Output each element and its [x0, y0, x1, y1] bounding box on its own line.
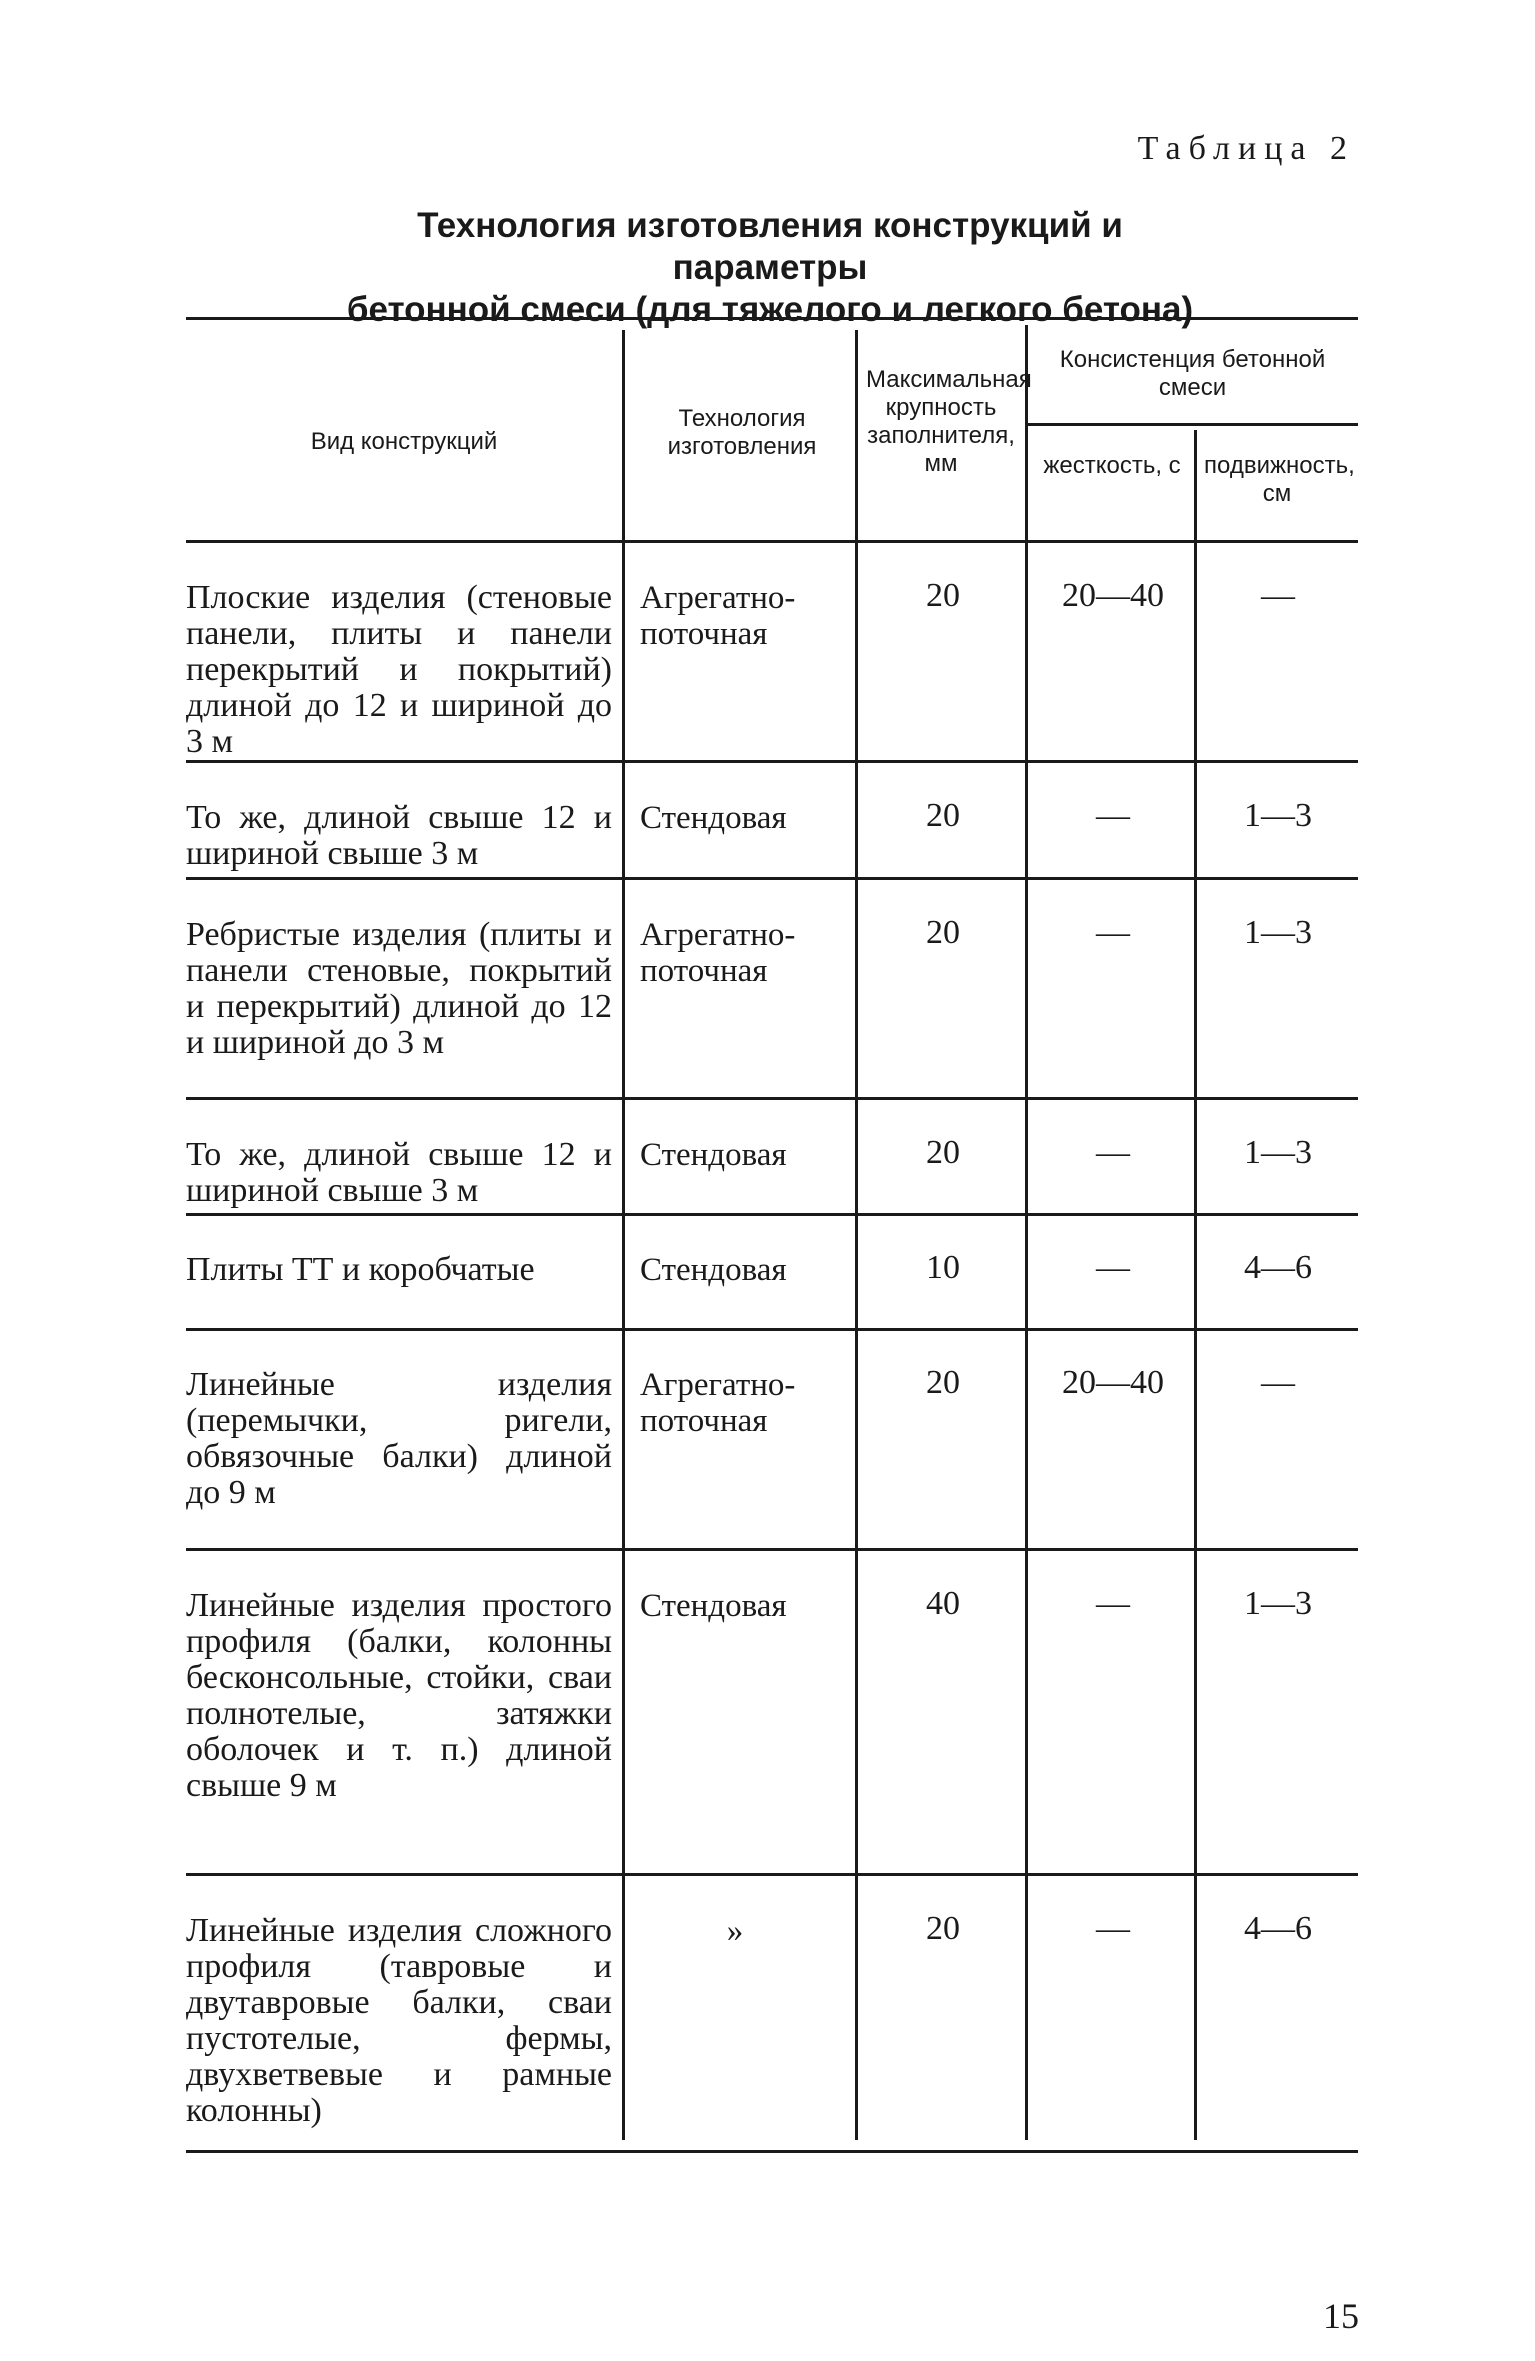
row-2-aggregate: 20: [926, 797, 960, 834]
row-6-aggregate: 20: [926, 1364, 960, 1401]
row-5-construction: Плиты ТТ и коробчатые: [186, 1251, 535, 1288]
row-2-construction: То же, длиной свыше 12 и шириной свыше 3 м: [186, 799, 612, 872]
row-6-stiffness: 20—40: [1062, 1364, 1164, 1401]
row-7-technology: Стендовая: [640, 1588, 787, 1624]
row-3-mobility: 1—3: [1244, 914, 1312, 951]
row-8-mobility: 4—6: [1244, 1910, 1312, 1947]
row-divider: [186, 1873, 1358, 1876]
row-3-technology: Агрегатно-поточная: [640, 917, 796, 989]
row-3-construction: Ребристые изделия (плиты и панели стеновые, покрытий и перекрытий) длиной до 12 и шириной до 3 м: [186, 916, 612, 1061]
consistency-subheader-rule: [1028, 423, 1358, 426]
row-1-technology: Агрегатно-поточная: [640, 580, 796, 652]
row-1-stiffness: 20—40: [1062, 577, 1164, 614]
row-7-stiffness: —: [1096, 1585, 1130, 1622]
row-2-technology: Стендовая: [640, 800, 787, 836]
row-4-technology: Стендовая: [640, 1137, 787, 1173]
header-bottom-rule: [186, 540, 1358, 543]
row-1-aggregate: 20: [926, 577, 960, 614]
row-divider: [186, 760, 1358, 763]
row-divider: [186, 1213, 1358, 1216]
row-6-construction: Линейные изделия (перемычки, ригели, обвязочные балки) длиной до 9 м: [186, 1366, 612, 1511]
row-7-mobility: 1—3: [1244, 1585, 1312, 1622]
row-divider: [186, 1328, 1358, 1331]
row-divider: [186, 1548, 1358, 1551]
row-divider: [186, 877, 1358, 880]
table-label: Таблица 2: [1137, 130, 1355, 167]
table-title: [330, 205, 1210, 331]
row-3-aggregate: 20: [926, 914, 960, 951]
header-mobility: подвижность, см: [1204, 452, 1355, 507]
header-max-aggregate: Максимальная крупность заполнителя, мм: [866, 366, 1032, 477]
row-5-technology: Стендовая: [640, 1252, 787, 1288]
page-number: 15: [1323, 2296, 1359, 2336]
row-1-mobility: —: [1261, 577, 1295, 614]
row-3-stiffness: —: [1096, 914, 1130, 951]
title-line-1: Технология изготовления конструкций и параметры: [417, 206, 1123, 287]
row-4-mobility: 1—3: [1244, 1134, 1312, 1171]
title-line-2: бетонной смеси (для тяжелого и легкого бетона): [346, 290, 1194, 329]
row-8-construction: Линейные изделия сложного профиля (тавровые и двутавровые балки, сваи пустотелые, фермы, двухветвевые и рамные колонны): [186, 1912, 612, 2129]
row-4-aggregate: 20: [926, 1134, 960, 1171]
row-6-technology: Агрегатно-поточная: [640, 1367, 796, 1439]
column-divider: [622, 330, 625, 2140]
row-2-stiffness: —: [1096, 797, 1130, 834]
row-5-mobility: 4—6: [1244, 1249, 1312, 1286]
row-7-aggregate: 40: [926, 1585, 960, 1622]
header-technology: Технология изготовления: [667, 405, 817, 460]
header-construction-type: Вид конструкций: [310, 428, 498, 455]
row-8-stiffness: —: [1096, 1910, 1130, 1947]
row-1-construction: Плоские изделия (стеновые панели, плиты и панели перекрытий и покрытий) длиной до 12 и шириной до 3 м: [186, 579, 612, 760]
row-5-aggregate: 10: [926, 1249, 960, 1286]
header-consistency-group: Консистенция бетонной смеси: [1059, 346, 1326, 401]
table-bottom-rule: [186, 2150, 1358, 2153]
row-4-construction: То же, длиной свыше 12 и шириной свыше 3 м: [186, 1136, 612, 1209]
row-4-stiffness: —: [1096, 1134, 1130, 1171]
table-top-rule: [186, 317, 1358, 320]
row-2-mobility: 1—3: [1244, 797, 1312, 834]
row-divider: [186, 1097, 1358, 1100]
row-5-stiffness: —: [1096, 1249, 1130, 1286]
header-stiffness: жесткость, с: [1043, 452, 1181, 479]
row-6-mobility: —: [1261, 1364, 1295, 1401]
row-7-construction: Линейные изделия простого профиля (балки, колонны бесконсольные, стойки, сваи полнотелые, затяжки оболочек и т. п.) длиной свыше 9 м: [186, 1587, 612, 1804]
row-8-aggregate: 20: [926, 1910, 960, 1947]
row-8-technology: »: [726, 1913, 744, 1949]
